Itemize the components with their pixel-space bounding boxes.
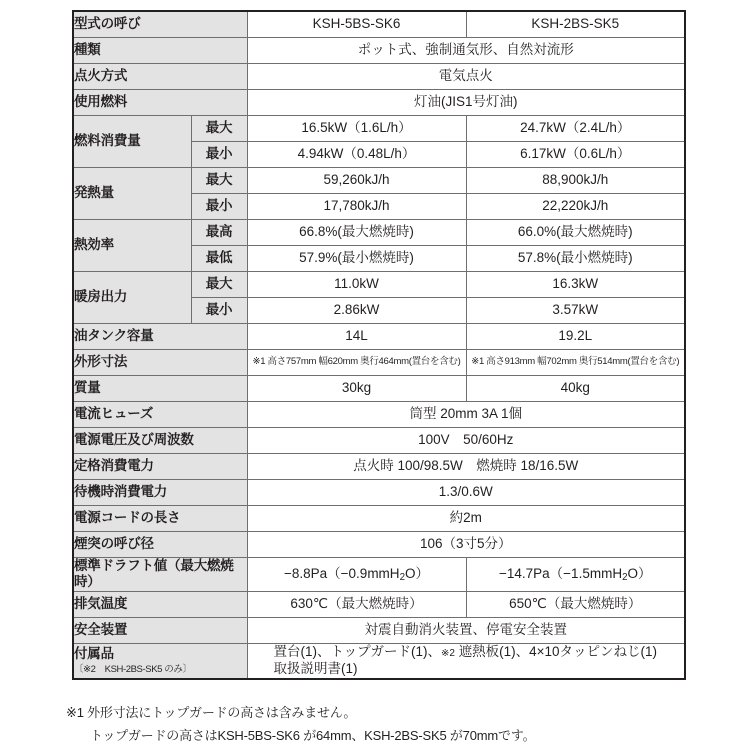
row-label-exhaust-temperature [73,592,247,618]
row-value-model-name-model2: KSH-2BS-SK5 [466,11,685,37]
row-value-safety-devices: 対震自動消火装置、停電安全装置 [247,618,685,644]
row-label-text: 燃料消費量 [74,132,141,148]
row-label-fuel [73,89,247,115]
row-value-weight-model1: 30kg [247,375,466,401]
row-sublabel-thermal-efficiency-high: 最高 [191,219,247,245]
row-value-draft-value-model2: −14.7Pa（−1.5mmH$_2$O） [466,557,685,592]
row-value-thermal-efficiency-low-model1: 57.9%(最小燃焼時) [247,245,466,271]
row-value-heating-capacity-max-model2: 16.3kW [466,271,685,297]
table-row [73,37,685,63]
specification-table-body [73,11,685,679]
row-value-model-name-model1: KSH-5BS-SK6 [247,11,466,37]
table-row [73,427,685,453]
row-value-type: ポット式、強制通気形、自然対流形 [247,37,685,63]
row-value-fuel: 灯油(JIS1号灯油) [247,89,685,115]
row-value-accessories: 置台(1)、トップガード(1)、※2 遮熱板(1)、4×10タッピンねじ(1) 取扱説明書(1) [247,644,685,679]
table-row [73,219,685,245]
row-label-text: 型式の呼び [74,15,141,31]
row-label-thermal-efficiency-high [73,219,191,271]
row-label-text: 外形寸法 [74,353,128,369]
table-row [73,323,685,349]
row-value-heat-output-max-model1: 59,260kJ/h [247,167,466,193]
table-row [73,644,685,679]
specification-table [72,10,686,680]
row-label-standby-power [73,479,247,505]
row-value-fuel-consumption-max-model1: 16.5kW（1.6L/h） [247,115,466,141]
row-label-model-name [73,11,247,37]
row-value-voltage-frequency: 100V 50/60Hz [247,427,685,453]
row-label-safety-devices [73,618,247,644]
row-label-text: 煙突の呼び径 [74,535,154,551]
row-value-heating-capacity-max-model1: 11.0kW [247,271,466,297]
row-value-thermal-efficiency-low-model2: 57.8%(最小燃焼時) [466,245,685,271]
row-label-text: 熱効率 [74,236,114,252]
row-label-dimensions [73,349,247,375]
table-row [73,11,685,37]
row-label-text: 発熱量 [74,184,114,200]
row-sublabel-thermal-efficiency-low: 最低 [191,245,247,271]
table-row [73,592,685,618]
table-row [73,531,685,557]
table-row [73,505,685,531]
table-row [73,618,685,644]
row-sublabel-heat-output-min: 最小 [191,193,247,219]
row-value-heating-capacity-min-model1: 2.86kW [247,297,466,323]
table-row [73,375,685,401]
row-value-fuel-consumption-max-model2: 24.7kW（2.4L/h） [466,115,685,141]
row-value-flue-diameter: 106（3寸5分） [247,531,685,557]
table-row [73,271,685,297]
table-row [73,453,685,479]
table-row [73,89,685,115]
row-label-weight [73,375,247,401]
row-label-draft-value [73,557,247,592]
row-sublabel-heating-capacity-max: 最大 [191,271,247,297]
row-value-heat-output-min-model1: 17,780kJ/h [247,193,466,219]
row-value-fuel-consumption-min-model1: 4.94kW（0.48L/h） [247,141,466,167]
row-label-flue-diameter [73,531,247,557]
table-row [73,479,685,505]
row-label-accessories [73,644,247,679]
row-label-rated-power [73,453,247,479]
row-label-text: 暖房出力 [74,288,128,304]
row-label-fuel-consumption-max [73,115,191,167]
row-label-text: 油タンク容量 [74,327,154,343]
row-sublabel-heating-capacity-min: 最小 [191,297,247,323]
row-value-dimensions-model1: ※1 高さ757mm 幅620mm 奥行464mm(置台を含む) [247,349,466,375]
row-label-text: 定格消費電力 [74,457,154,473]
row-value-heat-output-min-model2: 22,220kJ/h [466,193,685,219]
footnote-2: トップガードの高さはKSH-5BS-SK6 が64mm、KSH-2BS-SK5 が70mmです。 [90,727,536,743]
row-value-thermal-efficiency-high-model2: 66.0%(最大燃焼時) [466,219,685,245]
row-label-type [73,37,247,63]
row-value-exhaust-temperature-model1: 630℃（最大燃焼時） [247,592,466,618]
row-label-voltage-frequency [73,427,247,453]
row-label-text: 安全装置 [74,622,128,638]
row-label-fuse [73,401,247,427]
row-value-standby-power: 1.3/0.6W [247,479,685,505]
row-label-ignition-method [73,63,247,89]
table-row [73,401,685,427]
row-value-weight-model2: 40kg [466,375,685,401]
row-label-cord-length [73,505,247,531]
row-sublabel-fuel-consumption-max: 最大 [191,115,247,141]
row-label-text: 標準ドラフト値（最大燃焼時） [74,557,234,590]
row-label-text: 付属品 [74,646,114,662]
row-value-tank-capacity-model1: 14L [247,323,466,349]
row-label-text: 排気温度 [74,596,128,612]
row-sublabel-fuel-consumption-min: 最小 [191,141,247,167]
table-row [73,349,685,375]
row-value-rated-power: 点火時 100/98.5W 燃焼時 18/16.5W [247,453,685,479]
row-value-cord-length: 約2m [247,505,685,531]
row-label-tank-capacity [73,323,247,349]
row-value-fuel-consumption-min-model2: 6.17kW（0.6L/h） [466,141,685,167]
row-value-draft-value-model1: −8.8Pa（−0.9mmH$_2$O） [247,557,466,592]
table-row [73,63,685,89]
row-label-text: 電流ヒューズ [74,405,154,421]
table-row [73,557,685,592]
footnotes [66,702,706,748]
row-label-text: 種類 [74,41,101,57]
row-value-heating-capacity-min-model2: 3.57kW [466,297,685,323]
row-label-note: 〔※2 KSH-2BS-SK5 のみ〕 [74,664,192,676]
row-value-thermal-efficiency-high-model1: 66.8%(最大燃焼時) [247,219,466,245]
row-value-heat-output-max-model2: 88,900kJ/h [466,167,685,193]
row-label-text: 電源コードの長さ [74,509,181,525]
row-label-text: 質量 [74,379,101,395]
table-row [73,115,685,141]
row-label-text: 待機時消費電力 [74,483,168,499]
footnote-1: ※1 外形寸法にトップガードの高さは含みません。 [66,705,357,720]
specification-table-container [72,10,684,680]
row-label-text: 電源電圧及び周波数 [74,431,194,447]
row-value-exhaust-temperature-model2: 650℃（最大燃焼時） [466,592,685,618]
row-label-heating-capacity-max [73,271,191,323]
table-row [73,167,685,193]
row-label-text: 点火方式 [74,67,128,83]
row-label-text: 使用燃料 [74,93,128,109]
row-value-tank-capacity-model2: 19.2L [466,323,685,349]
row-value-dimensions-model2: ※1 高さ913mm 幅702mm 奥行514mm(置台を含む) [466,349,685,375]
row-value-ignition-method: 電気点火 [247,63,685,89]
row-sublabel-heat-output-max: 最大 [191,167,247,193]
row-label-heat-output-max [73,167,191,219]
row-value-fuse: 筒型 20mm 3A 1個 [247,401,685,427]
